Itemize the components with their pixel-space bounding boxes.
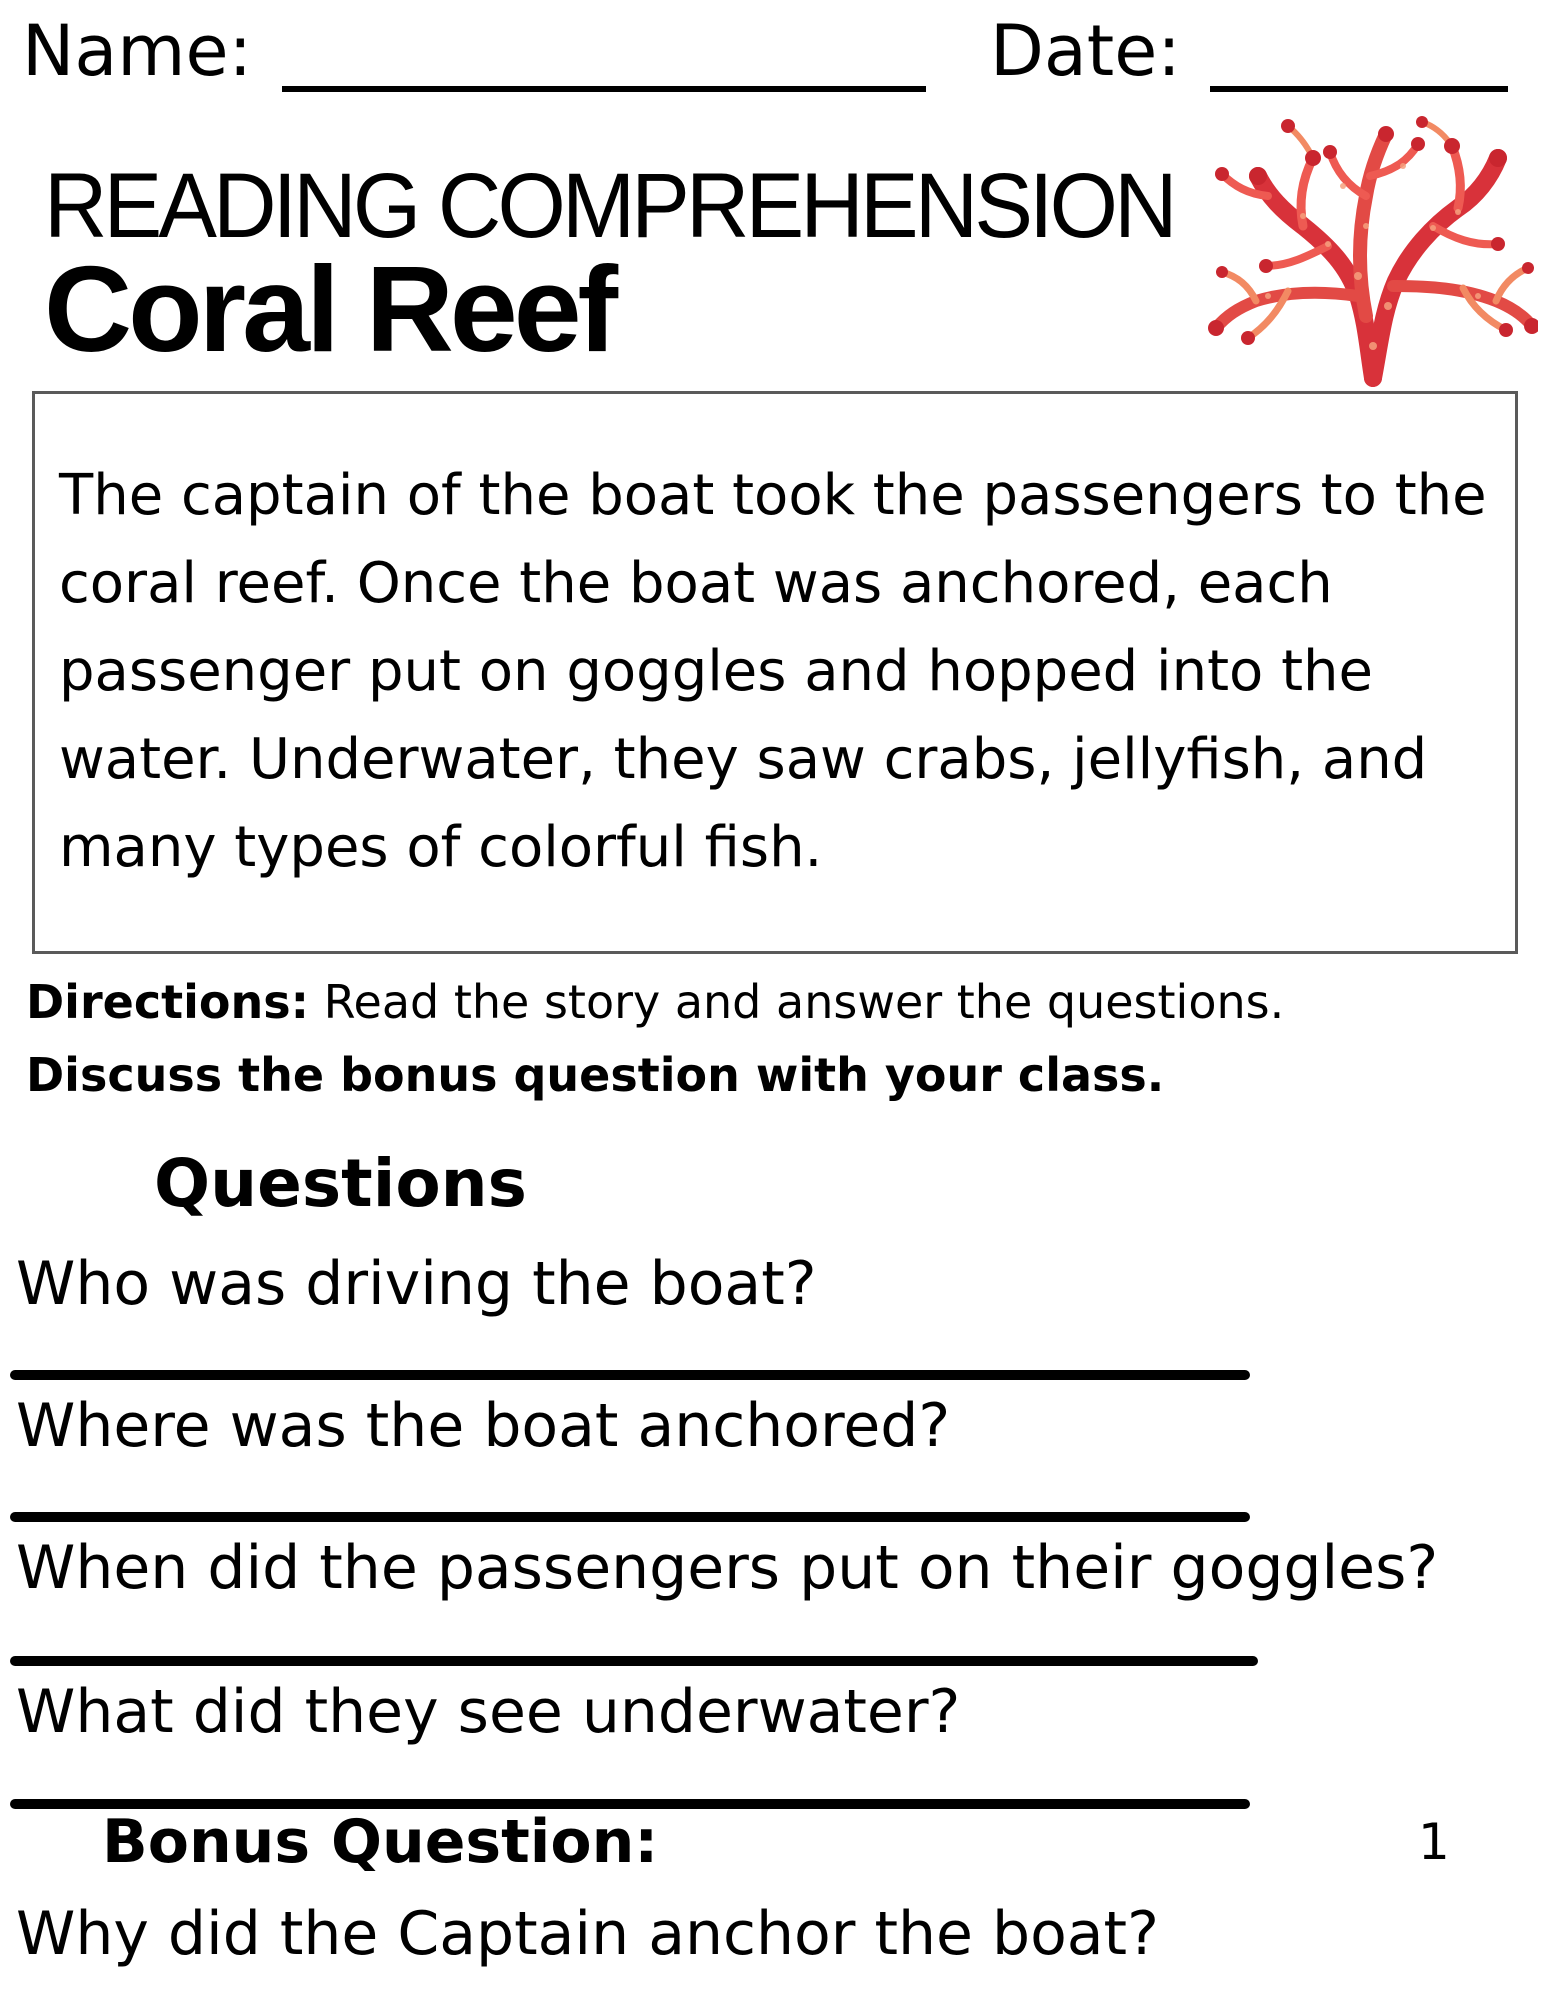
directions-text: Read the story and answer the questions. — [309, 975, 1285, 1029]
question-3: When did the passengers put on their goggles? — [16, 1533, 1439, 1603]
bonus-heading: Bonus Question: — [102, 1807, 659, 1877]
coral-icon — [1208, 116, 1538, 388]
story-text: The captain of the boat took the passengers to the coral reef. Once the boat was anchored, each passenger put on goggles and hopped into the water. Underwater, they saw crabs, jellyfish, and many types of colorful fish. — [59, 463, 1487, 880]
question-1: Who was driving the boat? — [16, 1249, 817, 1319]
name-label: Name: — [22, 10, 253, 92]
story-box — [32, 391, 1518, 954]
page-supertitle: READING COMPREHENSION — [44, 155, 1174, 257]
directions — [26, 975, 1284, 1030]
answer-line-1[interactable] — [10, 1370, 1250, 1380]
question-4: What did they see underwater? — [16, 1677, 961, 1747]
answer-line-3[interactable] — [10, 1656, 1258, 1666]
directions-label: Directions: — [26, 975, 309, 1029]
page-title: Coral Reef — [44, 241, 615, 377]
date-label: Date: — [990, 10, 1181, 92]
name-field[interactable] — [282, 86, 926, 92]
question-2: Where was the boat anchored? — [16, 1391, 951, 1461]
page-number: 1 — [1418, 1813, 1450, 1871]
bonus-question: Why did the Captain anchor the boat? — [16, 1899, 1159, 1969]
answer-line-2[interactable] — [10, 1512, 1250, 1522]
directions-bonus-note: Discuss the bonus question with your class. — [26, 1048, 1165, 1102]
questions-heading: Questions — [154, 1145, 527, 1222]
date-field[interactable] — [1210, 86, 1508, 92]
